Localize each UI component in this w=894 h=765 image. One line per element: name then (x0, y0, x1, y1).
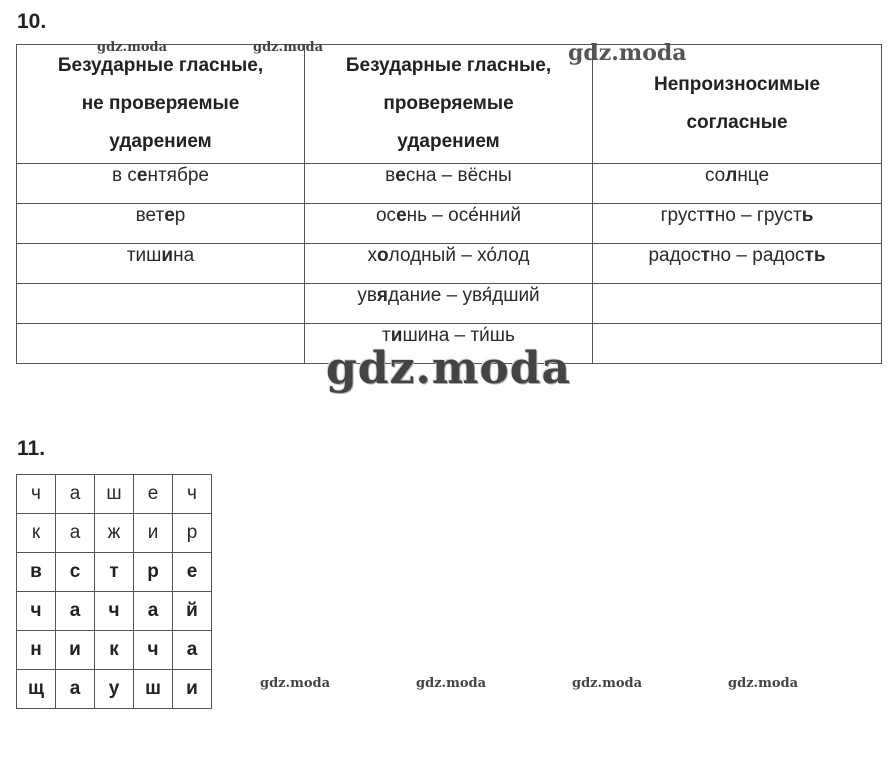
word-part: вет (135, 205, 165, 226)
word-part: нце (737, 165, 770, 186)
grid-cell: ч (17, 475, 56, 514)
exercise-10-number: 10. (17, 10, 47, 33)
grid-cell: р (134, 553, 173, 592)
spelling-table (16, 44, 882, 364)
grid-cell: в (17, 553, 56, 592)
letter-grid-body (17, 475, 212, 709)
highlighted-letter: е (164, 205, 175, 226)
table-cell (17, 284, 305, 324)
watermark: gdz.moda (572, 676, 643, 691)
highlighted-letter: и (161, 245, 174, 266)
grid-cell: к (17, 514, 56, 553)
word-part: т (382, 325, 391, 346)
table-row (17, 164, 882, 204)
word-part: радос (648, 245, 701, 266)
grid-cell: й (173, 592, 212, 631)
highlighted-letter: ь (801, 205, 814, 226)
watermark: gdz.moda (568, 40, 687, 66)
watermark: gdz.moda (253, 40, 324, 55)
word-part: лодный – хо́лод (388, 245, 530, 266)
grid-cell: а (56, 670, 95, 709)
table-cell (17, 164, 305, 204)
word-part: в (385, 165, 396, 186)
grid-cell: т (95, 553, 134, 592)
grid-cell: е (173, 553, 212, 592)
highlighted-letter: о (377, 245, 389, 266)
watermark: gdz.moda (728, 676, 799, 691)
grid-cell: с (56, 553, 95, 592)
grid-cell: р (173, 514, 212, 553)
table-cell (305, 164, 593, 204)
grid-cell: а (56, 475, 95, 514)
word-part: сна – вёсны (405, 165, 512, 186)
grid-cell: ч (134, 631, 173, 670)
grid-cell: а (56, 592, 95, 631)
header-unpronounceable-consonants: Непроизносимые согласные (593, 45, 882, 164)
highlighted-letter: т (705, 205, 715, 226)
word-part: х (367, 245, 378, 266)
table-cell (593, 244, 882, 284)
grid-row (17, 592, 212, 631)
table-cell (305, 204, 593, 244)
watermark: gdz.moda (260, 676, 331, 691)
table-cell (593, 284, 882, 324)
watermark: gdz.moda (97, 40, 168, 55)
word-part: ос (375, 205, 397, 226)
table-cell (17, 204, 305, 244)
highlighted-letter: л (725, 165, 738, 186)
highlighted-letter: т (700, 245, 711, 266)
watermark-large: gdz.moda (326, 343, 572, 394)
word-part: но – радос (710, 245, 805, 266)
table-row (17, 204, 882, 244)
word-part: в с (112, 165, 137, 186)
grid-cell: к (95, 631, 134, 670)
table-cell (17, 244, 305, 284)
word-part: со (704, 165, 726, 186)
highlighted-letter: е (396, 205, 407, 226)
grid-cell: а (56, 514, 95, 553)
word-part: нтябре (147, 165, 209, 186)
spelling-table-body (17, 164, 882, 364)
watermark: gdz.moda (416, 676, 487, 691)
table-row (17, 284, 882, 324)
highlighted-letter: е (136, 165, 148, 186)
grid-cell: у (95, 670, 134, 709)
table-cell (305, 284, 593, 324)
grid-cell: ш (134, 670, 173, 709)
word-part: дание – увя́дший (388, 285, 540, 306)
highlighted-letter: и (390, 325, 403, 346)
grid-cell: н (17, 631, 56, 670)
grid-row (17, 631, 212, 670)
table-cell (593, 204, 882, 244)
grid-cell: ш (95, 475, 134, 514)
word-part: нь – осе́нний (406, 205, 522, 226)
spelling-table-header-row (17, 45, 882, 164)
grid-cell: и (134, 514, 173, 553)
grid-row (17, 475, 212, 514)
word-part: груст (660, 205, 706, 226)
exercise-11-number: 11. (17, 437, 46, 460)
word-part: р (174, 205, 186, 226)
table-cell (593, 164, 882, 204)
grid-cell: ж (95, 514, 134, 553)
word-part: ув (357, 285, 377, 306)
grid-cell: а (134, 592, 173, 631)
grid-cell: щ (17, 670, 56, 709)
grid-row (17, 514, 212, 553)
grid-cell: ч (173, 475, 212, 514)
highlighted-letter: ть (804, 245, 826, 266)
table-cell (593, 324, 882, 364)
grid-row (17, 670, 212, 709)
letter-grid (16, 474, 212, 709)
table-row (17, 244, 882, 284)
grid-cell: а (173, 631, 212, 670)
header-verifiable-vowels: Безударные гласные, проверяемые ударением (305, 45, 593, 164)
word-part: шина – ти́шь (402, 325, 515, 346)
word-part: но – груст (714, 205, 802, 226)
grid-cell: е (134, 475, 173, 514)
table-cell (17, 324, 305, 364)
highlighted-letter: е (395, 165, 406, 186)
grid-row (17, 553, 212, 592)
highlighted-letter: я (376, 285, 388, 306)
grid-cell: ч (95, 592, 134, 631)
grid-cell: и (56, 631, 95, 670)
grid-cell: и (173, 670, 212, 709)
grid-cell: ч (17, 592, 56, 631)
header-unverifiable-vowels: Безударные гласные, не проверяемые ударением (17, 45, 305, 164)
word-part: тиш (126, 245, 162, 266)
word-part: на (173, 245, 195, 266)
table-cell (305, 244, 593, 284)
